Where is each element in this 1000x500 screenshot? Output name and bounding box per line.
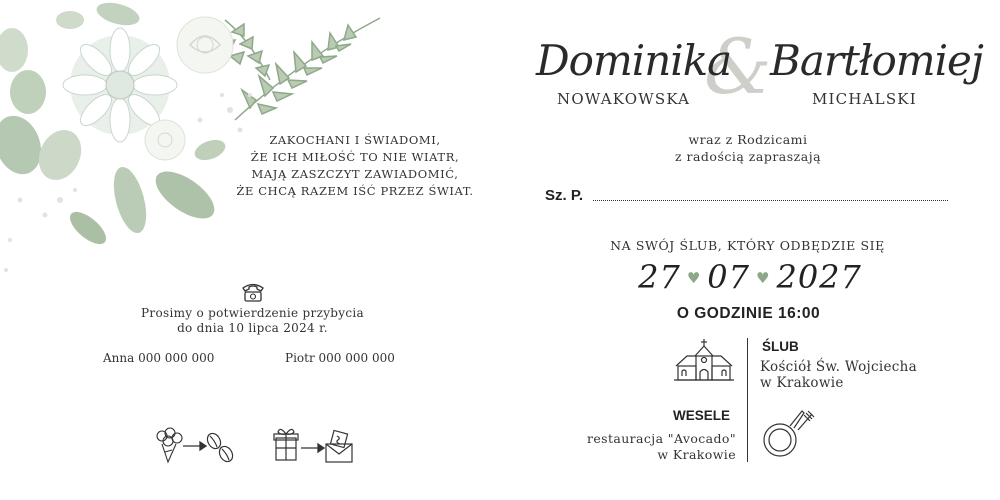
arrow-icon bbox=[183, 442, 206, 450]
rsvp-line: Prosimy o potwierdzenie przybycia bbox=[141, 306, 364, 320]
rsvp-deadline: do dnia 10 lipca 2024 r. bbox=[177, 321, 328, 335]
gift-icon bbox=[274, 429, 298, 460]
bride-first-name: Dominika bbox=[536, 36, 732, 85]
coffee-beans-icon bbox=[205, 431, 235, 464]
ceremony-city: w Krakowie bbox=[760, 375, 844, 391]
reception-city: w Krakowie bbox=[657, 447, 736, 462]
plate-cutlery-icon bbox=[760, 408, 816, 458]
guest-label: Sz. P. bbox=[545, 187, 584, 204]
poem-line: ZAKOCHANI I ŚWIADOMI, bbox=[269, 133, 441, 147]
guest-name-line bbox=[593, 200, 948, 201]
ceremony-intro: NA SWÓJ ŚLUB, KTÓRY ODBĘDZIE SIĘ bbox=[610, 238, 885, 253]
contact-piotr: Piotr 000 000 000 bbox=[285, 351, 395, 365]
reception-title: WESELE bbox=[672, 408, 730, 423]
gift-preference-icons bbox=[150, 424, 360, 468]
invite-line: z radością zapraszają bbox=[674, 149, 822, 164]
phone-icon bbox=[241, 281, 265, 303]
bride-last-name: NOWAKOWSKA bbox=[557, 90, 691, 108]
ceremony-place bbox=[760, 359, 917, 391]
rsvp-note bbox=[80, 306, 425, 336]
date-month: 07 bbox=[707, 258, 750, 296]
money-envelope-icon bbox=[326, 430, 352, 462]
reception-place bbox=[540, 431, 736, 463]
church-icon bbox=[673, 338, 735, 382]
poem-line: ŻE CHCĄ RAZEM IŚĆ PRZEZ ŚWIAT. bbox=[236, 184, 474, 198]
fern-leaves bbox=[221, 18, 380, 120]
ceremony-venue: Kościół Św. Wojciecha bbox=[760, 359, 917, 375]
divider-line bbox=[747, 338, 748, 462]
wedding-date bbox=[600, 258, 900, 296]
groom-last-name: MICHALSKI bbox=[812, 90, 917, 108]
reception-venue: restauracja "Avocado" bbox=[586, 431, 736, 446]
ampersand: & bbox=[704, 22, 772, 111]
poem bbox=[200, 132, 510, 200]
date-day: 27 bbox=[638, 258, 681, 296]
heart-icon: ♥ bbox=[686, 269, 702, 287]
bouquet-icon bbox=[157, 428, 182, 462]
ceremony-title: ŚLUB bbox=[762, 339, 799, 354]
heart-icon: ♥ bbox=[756, 269, 771, 287]
poem-line: MAJĄ ZASZCZYT ZAWIADOMIĆ, bbox=[251, 167, 459, 181]
poem-line: ŻE ICH MIŁOŚĆ TO NIE WIATR, bbox=[250, 150, 460, 164]
contact-anna: Anna 000 000 000 bbox=[103, 351, 215, 365]
wedding-time: O GODZINIE 16:00 bbox=[676, 305, 821, 322]
arrow-icon bbox=[301, 444, 324, 452]
groom-first-name: Bartłomiej bbox=[770, 36, 983, 85]
invite-line: wraz z Rodzicami bbox=[688, 132, 808, 147]
date-year: 2027 bbox=[776, 258, 862, 296]
invite-text bbox=[600, 131, 896, 165]
